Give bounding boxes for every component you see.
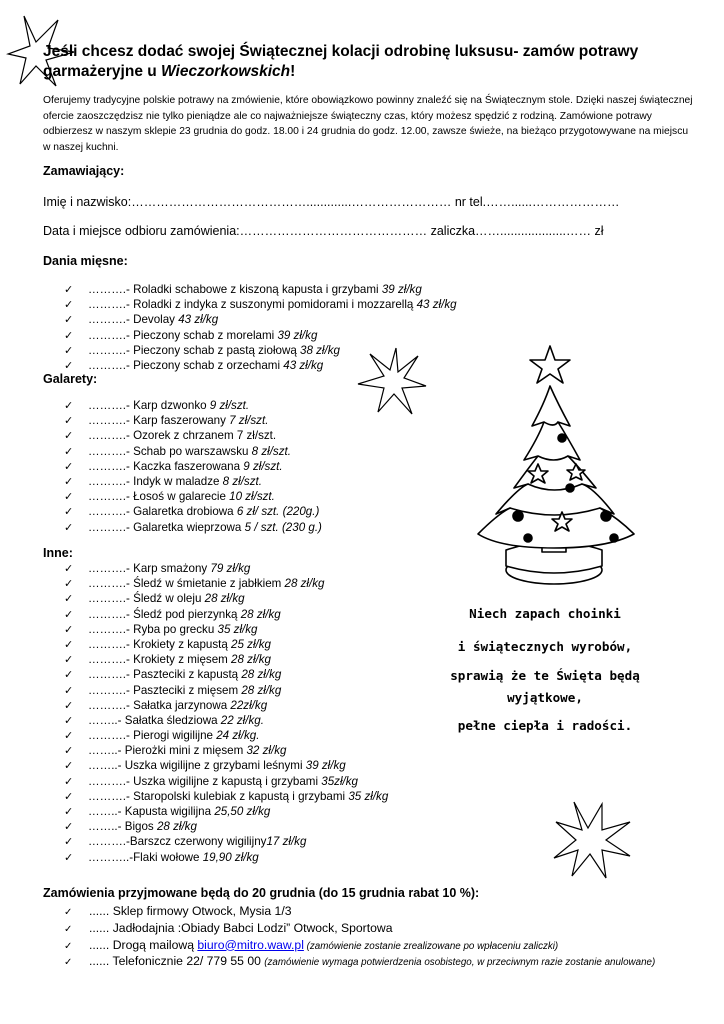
wish-line: Niech zapach choinki bbox=[469, 606, 621, 621]
dish-name: Sałatka jarzynowa bbox=[133, 698, 231, 712]
menu-item[interactable] bbox=[64, 297, 457, 312]
quantity-blank[interactable]: ……….- bbox=[88, 637, 134, 651]
quantity-blank[interactable]: ……….- bbox=[88, 444, 134, 458]
dish-price: 35 zł/kg bbox=[348, 789, 389, 803]
page-title: Jeśli chcesz dodać swojej Świątecznej kolacji odrobinę luksusu- zamów potrawy garmażeryjne u Wieczorkowskich! bbox=[43, 43, 639, 80]
quantity-blank[interactable]: ……….- bbox=[88, 683, 134, 697]
check-icon: ✓ bbox=[64, 506, 74, 519]
check-icon: ✓ bbox=[64, 806, 74, 818]
quantity-blank[interactable]: ……….- bbox=[88, 622, 134, 636]
menu-item[interactable] bbox=[64, 667, 388, 682]
wish-line: pełne ciepła i radości. bbox=[457, 718, 633, 733]
wish-line: sprawią że te Święta będą bbox=[450, 668, 640, 683]
dish-price: 7 zł/szt. bbox=[229, 414, 269, 428]
dish-price: 79 zł/kg bbox=[210, 562, 251, 575]
check-icon: ✓ bbox=[64, 623, 74, 636]
dish-price: 17 zł/kg bbox=[266, 835, 307, 849]
quantity-blank[interactable]: ……….- bbox=[88, 592, 134, 606]
dish-price: 43 zł/kg bbox=[178, 313, 219, 327]
check-icon: ✓ bbox=[64, 669, 74, 682]
menu-item[interactable] bbox=[64, 652, 388, 667]
dish-name: Schab po warszawsku bbox=[133, 444, 252, 458]
dish-name: Pierożki mini z mięsem bbox=[124, 744, 247, 758]
check-icon: ✓ bbox=[64, 821, 74, 834]
quantity-blank[interactable]: ……..- bbox=[88, 713, 125, 727]
check-icon: ✓ bbox=[64, 957, 73, 969]
intro-paragraph: Oferujemy tradycyjne polskie potrawy na zmówienie, które obowiązkowo powinny znaleźć się na Świątecznym stole. Dzięki naszej świątecznej ofercie zaoszczędzisz nie tylko pieniądze ale co najważniejsze świąteczny czas, który możesz spędzić z rodziną. Zamówione potrawy odbierzesz w naszym sklepie 23 grudnia do godz. 18.00 i 24 grudnia do godz. 12.00, zawsze świeże, na bieżąco przygotowywane na miejscu w naszej kuchni. bbox=[43, 95, 693, 153]
customer-heading: Zamawiający: bbox=[43, 164, 125, 178]
quantity-blank[interactable]: ……….- bbox=[88, 459, 134, 473]
check-icon: ✓ bbox=[64, 608, 74, 621]
dish-price: 8 zł/szt. bbox=[251, 444, 291, 458]
check-icon: ✓ bbox=[64, 563, 74, 575]
menu-item[interactable] bbox=[64, 459, 322, 474]
quantity-blank[interactable]: ……….- bbox=[88, 490, 134, 504]
dish-name: Uszka wigilijne z kapustą i grzybami bbox=[133, 774, 322, 788]
dish-name: Ryba po grecku bbox=[133, 622, 218, 636]
check-icon: ✓ bbox=[64, 684, 74, 697]
wish-line: wyjątkowe, bbox=[507, 690, 583, 705]
menu-item[interactable] bbox=[64, 789, 388, 804]
check-icon: ✓ bbox=[64, 521, 74, 534]
menu-item[interactable] bbox=[64, 312, 457, 327]
meat-list bbox=[64, 282, 457, 373]
dish-price: 6 zł/ szt. (220g.) bbox=[236, 505, 320, 519]
dish-price: 39 zł/kg bbox=[305, 759, 346, 773]
dish-price: 22zł/kg bbox=[230, 698, 268, 712]
dish-name: Roladki z indyka z suszonymi pomidorami i mozzarellą bbox=[133, 298, 417, 312]
dish-price: 25 zł/kg bbox=[231, 637, 272, 651]
menu-item[interactable] bbox=[64, 758, 388, 773]
dish-price: 39 zł/kg bbox=[277, 328, 318, 342]
other-list bbox=[64, 561, 388, 865]
check-icon: ✓ bbox=[64, 714, 74, 727]
order-note: (zamówienie zostanie zrealizowane po wpłaceniu zaliczki) bbox=[303, 940, 559, 952]
check-icon: ✓ bbox=[64, 329, 74, 342]
menu-item[interactable] bbox=[64, 804, 388, 819]
order-method-item: ✓ ...... Jadłodajnia :Obiady Babci Lodzi” Otwock, Sportowa bbox=[64, 921, 684, 938]
quantity-blank[interactable]: ……..- bbox=[88, 759, 125, 773]
dish-name: Roladki schabowe z kiszoną kapusta i grzybami bbox=[133, 283, 382, 296]
check-icon: ✓ bbox=[64, 491, 74, 504]
dish-price: 43 zł/kg bbox=[283, 358, 324, 372]
check-icon: ✓ bbox=[64, 445, 74, 458]
jelly-list bbox=[64, 398, 322, 535]
dish-price: 10 zł/szt. bbox=[229, 490, 275, 504]
menu-item[interactable] bbox=[64, 637, 388, 652]
menu-item[interactable] bbox=[64, 398, 322, 413]
dish-name: Paszteciki z mięsem bbox=[133, 683, 242, 697]
check-icon: ✓ bbox=[64, 344, 74, 357]
wish-line: i świątecznych wyrobów, bbox=[457, 639, 633, 654]
order-method-item: ✓ ...... Telefonicznie 22/ 779 55 00 (zamówienie wymaga potwierdzenia osobistego, w przeciwnym razie zostanie anulowane) bbox=[64, 954, 684, 971]
dish-name: Barszcz czerwony wigilijny bbox=[129, 835, 267, 849]
menu-item[interactable] bbox=[64, 713, 388, 728]
dish-name: Indyk w maladze bbox=[133, 474, 223, 488]
dish-name: Ozorek z chrzanem 7 zł/szt. bbox=[133, 429, 277, 443]
check-icon: ✓ bbox=[64, 314, 74, 327]
dish-name: Śledź w oleju bbox=[133, 592, 205, 606]
quantity-blank[interactable]: ……….- bbox=[88, 298, 134, 312]
dish-name: Galaretka wieprzowa bbox=[133, 520, 245, 534]
check-icon: ✓ bbox=[64, 415, 74, 428]
dish-name: Devolay bbox=[133, 313, 179, 327]
menu-item[interactable] bbox=[64, 576, 388, 591]
menu-item[interactable] bbox=[64, 413, 322, 428]
check-icon: ✓ bbox=[64, 836, 74, 849]
dish-name: Staropolski kulebiak z kapustą i grzybami bbox=[133, 789, 349, 803]
dish-name: Krokiety z kapustą bbox=[133, 637, 232, 651]
dish-name: Karp faszerowany bbox=[133, 414, 230, 428]
check-icon: ✓ bbox=[64, 460, 74, 473]
check-icon: ✓ bbox=[64, 775, 74, 788]
dish-name: Bigos bbox=[124, 820, 157, 834]
dish-price: 9 zł/szt. bbox=[243, 459, 283, 473]
menu-item[interactable] bbox=[64, 698, 388, 713]
quantity-blank[interactable]: ……..- bbox=[88, 744, 125, 758]
quantity-blank[interactable]: ……….- bbox=[88, 562, 134, 575]
quantity-blank[interactable]: ……….- bbox=[88, 343, 134, 357]
name-phone-field[interactable]: Imię i nazwisko:…………………………………….............…………………… nr tel.……......………………… bbox=[43, 195, 620, 209]
order-method-item: ✓ ...... Sklep firmowy Otwock, Mysia 1/3 bbox=[64, 904, 684, 921]
dish-name: Pieczony schab z orzechami bbox=[133, 358, 284, 372]
quantity-blank[interactable]: ……….- bbox=[88, 577, 134, 591]
menu-item[interactable] bbox=[64, 591, 388, 606]
quantity-blank[interactable]: ……….- bbox=[88, 653, 134, 667]
check-icon: ✓ bbox=[64, 593, 74, 606]
dish-price: 28 zł/kg bbox=[156, 820, 197, 834]
check-icon: ✓ bbox=[64, 654, 74, 667]
quantity-blank[interactable]: ……….- bbox=[88, 429, 134, 443]
dish-name: Flaki wołowe bbox=[133, 850, 203, 864]
quantity-blank[interactable]: ……….- bbox=[88, 358, 134, 372]
check-icon: ✓ bbox=[64, 730, 74, 743]
dish-price: 35 zł/kg bbox=[217, 622, 258, 636]
holiday-wishes bbox=[440, 597, 650, 742]
dish-name: Krokiety z mięsem bbox=[133, 653, 232, 667]
menu-item[interactable] bbox=[64, 474, 322, 489]
quantity-blank[interactable]: ……….- bbox=[88, 283, 134, 296]
quantity-blank[interactable]: ……….- bbox=[88, 774, 134, 788]
order-note: (zamówienie wymaga potwierdzenia osobistego, w przeciwnym razie zostanie anulowane) bbox=[264, 957, 656, 969]
quantity-blank[interactable]: ……….- bbox=[88, 668, 134, 682]
dish-name: Pieczony schab z morelami bbox=[133, 328, 278, 342]
dish-price: 25,50 zł/kg bbox=[214, 805, 271, 818]
check-icon: ✓ bbox=[64, 359, 74, 372]
dish-price: 24 zł/kg. bbox=[216, 729, 260, 743]
menu-item[interactable] bbox=[64, 850, 388, 865]
dish-price: 35zł/kg bbox=[321, 774, 358, 788]
order-method-item: ✓ ...... Drogą mailową biuro@mitro.waw.pl (zamówienie zostanie zrealizowane po wpłaceniu zaliczki) bbox=[64, 938, 684, 955]
dish-name: Kaczka faszerowana bbox=[133, 459, 244, 473]
menu-item[interactable] bbox=[64, 444, 322, 459]
dish-price: 28 zł/kg bbox=[284, 577, 325, 591]
check-icon: ✓ bbox=[64, 578, 74, 591]
meat-heading: Dania mięsne: bbox=[43, 254, 128, 268]
check-icon: ✓ bbox=[64, 638, 74, 651]
check-icon: ✓ bbox=[64, 284, 74, 296]
quantity-blank[interactable]: ……….- bbox=[88, 399, 134, 412]
quantity-blank[interactable]: ……….- bbox=[88, 698, 134, 712]
check-icon: ✓ bbox=[64, 400, 74, 412]
dish-price: 32 zł/kg bbox=[246, 744, 287, 758]
menu-item[interactable] bbox=[64, 489, 322, 504]
dish-price: 5 / szt. (230 g.) bbox=[244, 520, 322, 534]
email-link[interactable]: biuro@mitro.waw.pl bbox=[197, 937, 304, 952]
menu-item[interactable] bbox=[64, 328, 457, 343]
check-icon: ✓ bbox=[64, 790, 74, 803]
check-icon: ✓ bbox=[64, 760, 74, 773]
quantity-blank[interactable]: ……….- bbox=[88, 414, 134, 428]
quantity-blank[interactable]: ……..- bbox=[88, 805, 125, 818]
menu-item[interactable] bbox=[64, 520, 322, 535]
dish-price: 38 zł/kg bbox=[300, 343, 340, 357]
dish-name: Karp smażony bbox=[133, 562, 211, 575]
dish-price: 8 zł/szt. bbox=[222, 474, 262, 488]
quantity-blank[interactable]: ……….- bbox=[88, 835, 130, 849]
dish-name: Sałatka śledziowa bbox=[124, 713, 221, 727]
dish-price: 28 zł/kg bbox=[240, 607, 281, 621]
dish-name: Pierogi wigilijne bbox=[133, 729, 217, 743]
dish-price: 22 zł/kg. bbox=[220, 713, 264, 727]
order-methods-list bbox=[64, 904, 684, 971]
quantity-blank[interactable]: ……….- bbox=[88, 328, 134, 342]
pickup-deposit-field[interactable]: Data i miejsce odbioru zamówienia:……………………………………… zaliczka……...................…… zł bbox=[43, 224, 604, 238]
dish-price: 28 zł/kg bbox=[231, 653, 271, 667]
dish-price: 39 zł/kg bbox=[381, 283, 422, 296]
dish-name: Pieczony schab z pastą ziołową bbox=[133, 343, 301, 357]
menu-item[interactable] bbox=[64, 743, 388, 758]
dish-price: 28 zł/kg bbox=[204, 592, 245, 606]
check-icon: ✓ bbox=[64, 940, 73, 952]
menu-item[interactable] bbox=[64, 683, 388, 698]
check-icon: ✓ bbox=[64, 430, 74, 443]
brand-name: Wieczorkowskich bbox=[161, 63, 291, 80]
check-icon: ✓ bbox=[64, 699, 74, 712]
dish-name: Kapusta wigilijna bbox=[124, 805, 215, 818]
dish-price: 43 zł/kg bbox=[416, 298, 457, 312]
dish-price: 9 zł/szt. bbox=[209, 399, 250, 412]
dish-name: Paszteciki z kapustą bbox=[133, 668, 242, 682]
dish-name: Śledź w śmietanie z jabłkiem bbox=[133, 577, 285, 591]
menu-item[interactable] bbox=[64, 607, 388, 622]
dish-name: Uszka wigilijne z grzybami leśnymi bbox=[124, 759, 306, 773]
menu-item[interactable] bbox=[64, 343, 457, 358]
check-icon: ✓ bbox=[64, 923, 73, 935]
check-icon: ✓ bbox=[64, 907, 73, 918]
dish-price: 28 zł/kg bbox=[241, 683, 282, 697]
check-icon: ✓ bbox=[64, 475, 74, 488]
quantity-blank[interactable]: ……….- bbox=[88, 520, 134, 534]
menu-item[interactable] bbox=[64, 561, 388, 576]
menu-item[interactable] bbox=[64, 504, 322, 519]
menu-item[interactable] bbox=[64, 819, 388, 834]
quantity-blank[interactable]: ……….- bbox=[88, 505, 134, 519]
quantity-blank[interactable]: ……….- bbox=[88, 789, 134, 803]
dish-name: Galaretka drobiowa bbox=[133, 505, 237, 519]
menu-item[interactable] bbox=[64, 282, 457, 297]
dish-name: Śledź pod pierzynką bbox=[133, 607, 241, 621]
menu-item[interactable] bbox=[64, 834, 388, 849]
check-icon: ✓ bbox=[64, 745, 74, 758]
jelly-heading: Galarety: bbox=[43, 372, 98, 386]
menu-item[interactable] bbox=[64, 774, 388, 789]
dish-price: 19,90 zł/kg bbox=[202, 850, 259, 864]
dish-price: 28 zł/kg bbox=[241, 668, 282, 682]
quantity-blank[interactable]: ……….- bbox=[88, 729, 134, 743]
quantity-blank[interactable]: ……..- bbox=[88, 820, 125, 834]
quantity-blank[interactable]: ………..- bbox=[88, 850, 134, 864]
star-bottom-icon bbox=[552, 800, 632, 880]
quantity-blank[interactable]: ……….- bbox=[88, 607, 134, 621]
quantity-blank[interactable]: ……….- bbox=[88, 313, 134, 327]
menu-item[interactable] bbox=[64, 358, 457, 373]
other-heading: Inne: bbox=[43, 546, 73, 560]
menu-item[interactable] bbox=[64, 728, 388, 743]
christmas-tree-icon bbox=[458, 338, 648, 590]
dish-name: Łosoś w galarecie bbox=[133, 490, 230, 504]
check-icon: ✓ bbox=[64, 851, 74, 864]
menu-item[interactable] bbox=[64, 428, 322, 443]
menu-item[interactable] bbox=[64, 622, 388, 637]
dish-name: Karp dzwonko bbox=[133, 399, 210, 412]
quantity-blank[interactable]: ……….- bbox=[88, 474, 134, 488]
orders-heading: Zamówienia przyjmowane będą do 20 grudnia (do 15 grudnia rabat 10 %): bbox=[43, 886, 480, 900]
check-icon: ✓ bbox=[64, 299, 74, 312]
